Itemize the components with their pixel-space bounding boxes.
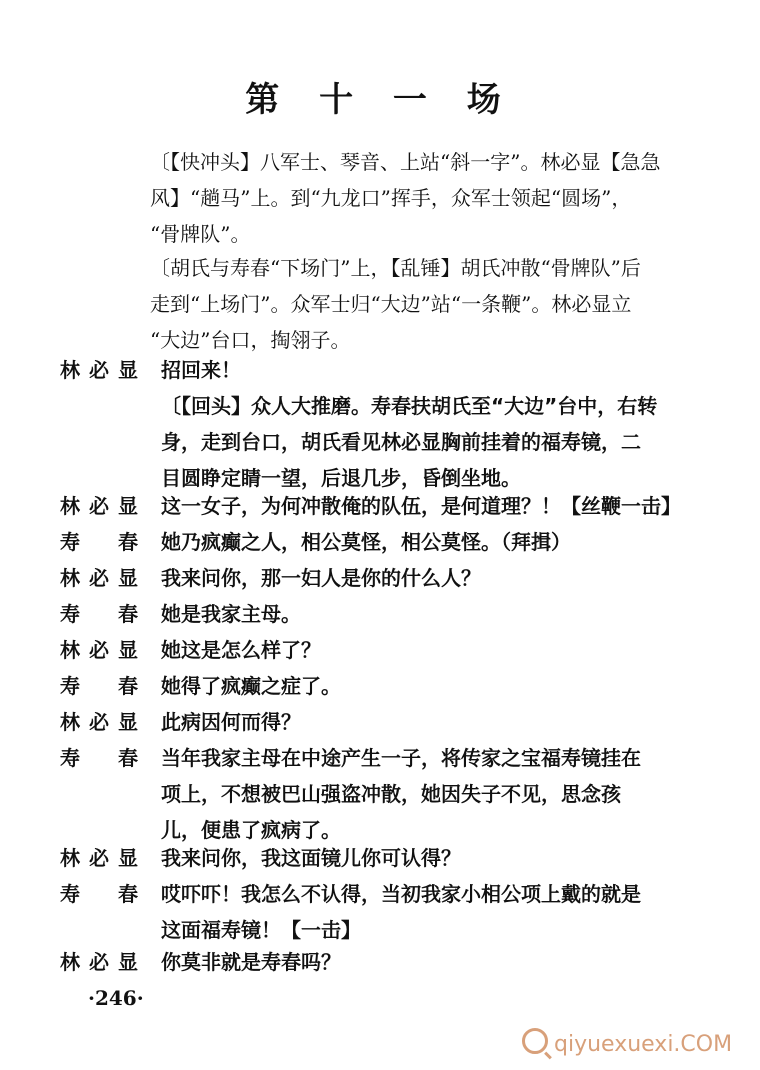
speaker-name: 林必显 xyxy=(60,494,138,518)
speaker-name: 林必显 xyxy=(60,950,138,974)
stage-line: 走到“上场门”。众军士归“大边”站“一条鞭”。林必显立 xyxy=(150,292,632,316)
speech-line: 她得了疯癫之症了。 xyxy=(161,674,341,698)
speech-line: 这一女子，为何冲散俺的队伍，是何道理？！【丝鞭一击】 xyxy=(161,494,681,518)
speech-block xyxy=(161,876,711,948)
speaker-name: 寿 春 xyxy=(60,530,138,554)
speaker-name: 林必显 xyxy=(60,566,138,590)
dialogue-row xyxy=(60,352,710,388)
speech-line: 这面福寿镜！【一击】 xyxy=(161,918,361,942)
stage-direction-3 xyxy=(161,388,711,496)
stage-direction-1 xyxy=(150,144,710,252)
stage-line: 身，走到台口，胡氏看见林必显胸前挂着的福寿镜，二 xyxy=(161,430,641,454)
stage-line: 〔【快冲头】八军士、琴音、上站“斜一字”。林必显【急急 xyxy=(150,150,661,174)
scene-title: 第 十 一 场 xyxy=(245,80,515,120)
speaker-name: 寿 春 xyxy=(60,882,138,906)
magnifier-icon xyxy=(522,1028,548,1054)
dialogue-row xyxy=(60,840,710,876)
speaker-name: 林必显 xyxy=(60,710,138,734)
speaker-name: 林必显 xyxy=(60,358,138,382)
stage-line: 〔胡氏与寿春“下场门”上，【乱锤】胡氏冲散“骨牌队”后 xyxy=(150,256,641,280)
stage-line: “大边”台口，掏翎子。 xyxy=(150,328,351,352)
speech-block xyxy=(161,740,711,848)
dialogue-row xyxy=(60,524,710,560)
dialogue-row xyxy=(60,560,710,596)
speaker-name: 寿 春 xyxy=(60,746,138,770)
speech-line: 她这是怎么样了？ xyxy=(161,638,321,662)
speech-line: 此病因何而得？ xyxy=(161,710,301,734)
dialogue-row xyxy=(60,944,710,980)
speech-line: 当年我家主母在中途产生一子，将传家之宝福寿镜挂在 xyxy=(161,746,641,770)
stage-direction-2 xyxy=(150,250,710,358)
dialogue-row xyxy=(60,632,710,668)
speech-line: 她乃疯癫之人，相公莫怪，相公莫怪。（拜揖） xyxy=(161,530,571,554)
speaker-name: 寿 春 xyxy=(60,602,138,626)
dialogue-row xyxy=(60,596,710,632)
speech-line: 招回来！ xyxy=(161,358,241,382)
speech-line: 我来问你，那一妇人是你的什么人？ xyxy=(161,566,481,590)
stage-line: 〔【回头】众人大推磨。寿春扶胡氏至“大边”台中，右转 xyxy=(161,394,658,418)
dialogue-row xyxy=(60,488,710,524)
speech-line: 儿，便患了疯病了。 xyxy=(161,818,341,842)
dialogue-row xyxy=(60,704,710,740)
speech-line: 我来问你，我这面镜儿你可认得？ xyxy=(161,846,461,870)
speech-line: 项上，不想被巴山强盗冲散，她因失子不见，思念孩 xyxy=(161,782,621,806)
speech-line: 哎吓吓！我怎么不认得，当初我家小相公项上戴的就是 xyxy=(161,882,641,906)
speaker-name: 林必显 xyxy=(60,846,138,870)
stage-line: 目圆睁定睛一望，后退几步，昏倒坐地。 xyxy=(161,466,521,490)
stage-line: 风】“趟马”上。到“九龙口”挥手，众军士领起“圆场”， xyxy=(150,186,632,210)
watermark-text: qiyuexuexi.COM xyxy=(554,1032,733,1057)
speaker-name: 林必显 xyxy=(60,638,138,662)
watermark xyxy=(522,1028,732,1057)
page-number: ·246· xyxy=(88,986,144,1010)
speech-line: 她是我家主母。 xyxy=(161,602,301,626)
stage-line: “骨牌队”。 xyxy=(150,222,251,246)
dialogue-row xyxy=(60,668,710,704)
speaker-name: 寿 春 xyxy=(60,674,138,698)
speech-line: 你莫非就是寿春吗？ xyxy=(161,950,341,974)
